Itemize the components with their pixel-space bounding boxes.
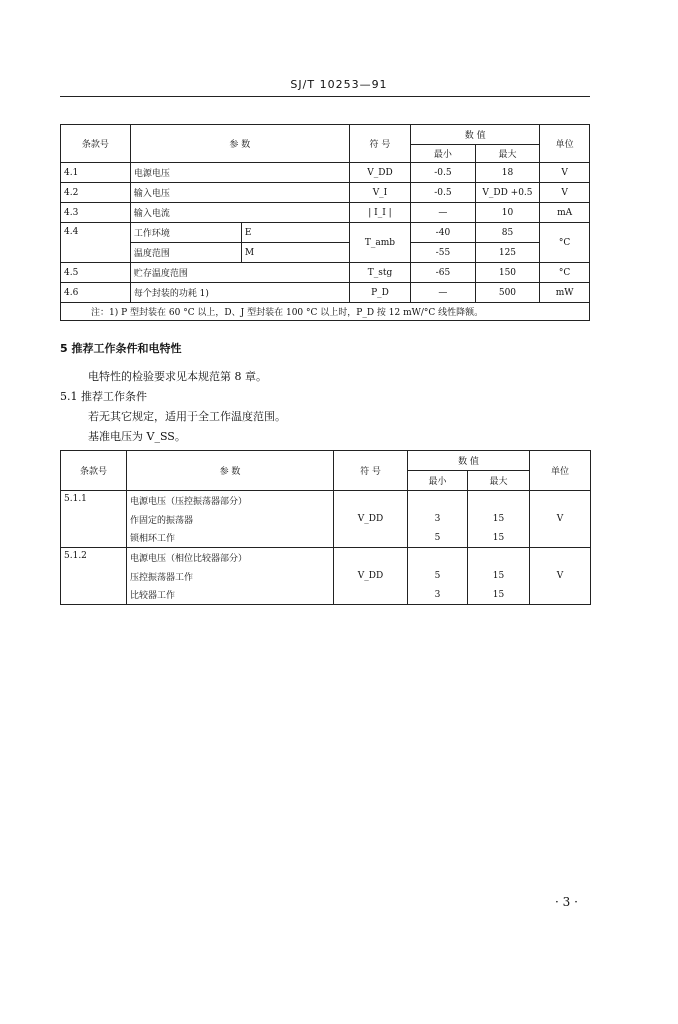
table-row (61, 263, 590, 283)
paragraph: 若无其它规定，适用于全工作温度范围。 (88, 410, 286, 423)
param: 工作环境 (130, 223, 241, 243)
min: -55 (411, 243, 476, 263)
sub-grade-e: E (241, 223, 349, 243)
max: 125 (475, 243, 540, 263)
unit: V (530, 548, 591, 605)
min: — (411, 283, 476, 303)
table-row (61, 183, 590, 203)
symbol: V_I (349, 183, 410, 203)
table-row (61, 223, 590, 243)
min: 5 (408, 567, 468, 586)
section-heading: 5 推荐工作条件和电特性 (60, 342, 182, 355)
clause: 4.3 (61, 203, 131, 223)
unit: V (540, 183, 590, 203)
paragraph: 基准电压为 V_SS。 (88, 430, 186, 443)
param: 作固定的振荡器 (127, 510, 334, 529)
min: 5 (408, 529, 468, 548)
sub-grade-m: M (241, 243, 349, 263)
clause: 4.5 (61, 263, 131, 283)
table-row (61, 243, 590, 263)
group-title: 电源电压（压控振荡器部分） (127, 491, 334, 510)
symbol: V_DD (334, 491, 408, 548)
header-value: 数 值 (411, 125, 540, 145)
unit: °C (540, 223, 590, 263)
param: 锁相环工作 (127, 529, 334, 548)
table-row (61, 491, 591, 510)
header-unit: 单位 (530, 451, 591, 491)
page-header: SJ/T 10253—91 (290, 78, 388, 91)
param: 输入电流 (130, 203, 349, 223)
max: 10 (475, 203, 540, 223)
symbol: P_D (349, 283, 410, 303)
min: 3 (408, 586, 468, 605)
min: -0.5 (411, 183, 476, 203)
param: 输入电压 (130, 183, 349, 203)
min: 3 (408, 510, 468, 529)
min: — (411, 203, 476, 223)
max: 15 (468, 567, 530, 586)
param: 每个封装的功耗 1) (130, 283, 349, 303)
max: 500 (475, 283, 540, 303)
symbol: | I_I | (349, 203, 410, 223)
table-row (61, 567, 591, 586)
subsection-heading: 5.1 推荐工作条件 (60, 390, 147, 403)
group-title: 电源电压（相位比较器部分） (127, 548, 334, 567)
max: 15 (468, 529, 530, 548)
min: -40 (411, 223, 476, 243)
unit: mW (540, 283, 590, 303)
table-row (61, 529, 591, 548)
symbol: V_DD (349, 163, 410, 183)
recommended-conditions-table (60, 450, 591, 605)
table-row (61, 203, 590, 223)
unit: V (540, 163, 590, 183)
header-value: 数 值 (408, 451, 530, 471)
clause: 5.1.1 (61, 491, 127, 548)
unit: °C (540, 263, 590, 283)
table-note: 注：1) P 型封装在 60 °C 以上，D、J 型封装在 100 °C 以上时，P_D 按 12 mW/°C 线性降额。 (61, 303, 590, 321)
clause: 5.1.2 (61, 548, 127, 605)
clause: 4.6 (61, 283, 131, 303)
min: -0.5 (411, 163, 476, 183)
header-symbol: 符 号 (334, 451, 408, 491)
header-max: 最大 (475, 145, 540, 163)
header-clause: 条款号 (61, 451, 127, 491)
unit: mA (540, 203, 590, 223)
paragraph: 电特性的检验要求见本规范第 8 章。 (88, 370, 267, 383)
param: 电源电压 (130, 163, 349, 183)
header-param: 参 数 (127, 451, 334, 491)
max: 150 (475, 263, 540, 283)
header-unit: 单位 (540, 125, 590, 163)
header-min: 最小 (411, 145, 476, 163)
abs-max-table (60, 124, 590, 321)
header-min: 最小 (408, 471, 468, 491)
table-row (61, 510, 591, 529)
table-row (61, 163, 590, 183)
header-param: 参 数 (130, 125, 349, 163)
table-row (61, 283, 590, 303)
symbol: T_stg (349, 263, 410, 283)
clause: 4.4 (61, 223, 131, 263)
max: 85 (475, 223, 540, 243)
page-number: · 3 · (555, 895, 578, 909)
max: 18 (475, 163, 540, 183)
max: 15 (468, 586, 530, 605)
param: 压控振荡器工作 (127, 567, 334, 586)
header-symbol: 符 号 (349, 125, 410, 163)
param: 比较器工作 (127, 586, 334, 605)
max: 15 (468, 510, 530, 529)
max: V_DD +0.5 (475, 183, 540, 203)
min: -65 (411, 263, 476, 283)
clause: 4.2 (61, 183, 131, 203)
symbol: T_amb (349, 223, 410, 263)
table-row (61, 586, 591, 605)
param: 温度范围 (130, 243, 241, 263)
table-row (61, 548, 591, 567)
param: 贮存温度范围 (130, 263, 349, 283)
header-rule (60, 96, 590, 97)
symbol: V_DD (334, 548, 408, 605)
header-max: 最大 (468, 471, 530, 491)
unit: V (530, 491, 591, 548)
header-clause: 条款号 (61, 125, 131, 163)
clause: 4.1 (61, 163, 131, 183)
